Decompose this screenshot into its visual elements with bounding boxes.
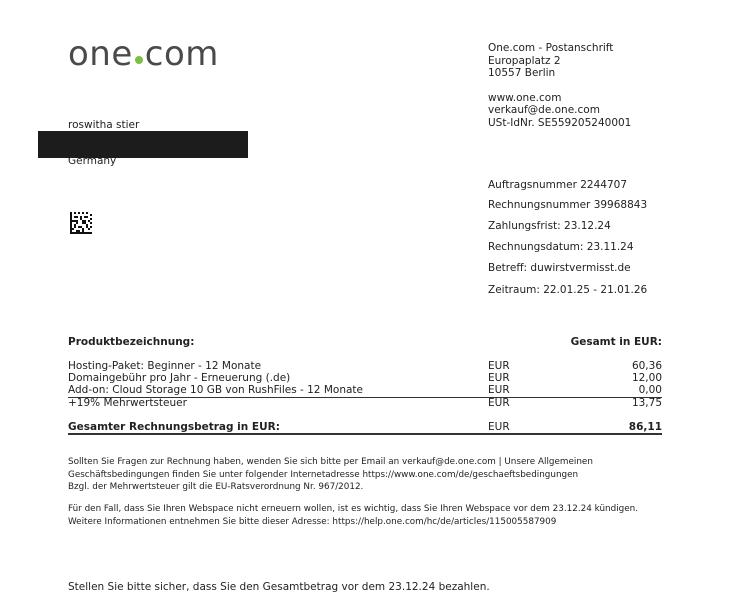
item-currency: EUR [488, 372, 510, 384]
item-currency: EUR [488, 384, 510, 396]
redacted-address [38, 131, 248, 158]
order-number: Auftragsnummer 2244707 [488, 179, 627, 191]
recipient-country: Germany [68, 155, 117, 167]
company-website: www.one.com [488, 91, 562, 104]
logo-text-com: com [144, 34, 219, 74]
item-description: Add-on: Cloud Storage 10 GB von RushFiles - 12 Monate [68, 384, 363, 396]
grand-total-currency: EUR [488, 421, 510, 433]
payment-reminder: Stellen Sie bitte sicher, dass Sie den Gesamtbetrag vor dem 23.12.24 bezahlen. [68, 581, 490, 593]
company-line: One.com - Postanschrift [488, 42, 614, 54]
company-vat-id: USt-IdNr. SE559205240001 [488, 116, 632, 129]
invoice-date: Rechnungsdatum: 23.11.24 [488, 241, 634, 253]
footer-paragraph-questions [68, 456, 593, 494]
one-com-logo [68, 34, 219, 74]
total-underline [68, 433, 662, 435]
company-line: Europaplatz 2 [488, 54, 561, 67]
period: Zeitraum: 22.01.25 - 21.01.26 [488, 284, 648, 296]
invoice-number: Rechnungsnummer 39968843 [488, 199, 648, 211]
footer-line: Für den Fall, dass Sie Ihren Webspace nicht erneuern wollen, ist es wichtig, dass Sie Ihren Webspace vor dem 23.12.24 kündigen. [68, 504, 639, 514]
footer-line: Weitere Informationen entnehmen Sie bitte dieser Adresse: https://help.one.com/hc/de/articles/115005587909 [68, 516, 557, 527]
footer-line: Geschäftsbedingungen finden Sie unter folgender Internetadresse https://www.one.com/de/geschaeftsbedingungen [68, 469, 579, 480]
item-description: Hosting-Paket: Beginner - 12 Monate [68, 360, 262, 372]
item-description: Domaingebühr pro Jahr - Erneuerung (.de) [68, 372, 291, 384]
grand-total-label: Gesamter Rechnungsbetrag in EUR: [68, 421, 280, 433]
logo-text-one: one [68, 34, 133, 74]
footer-line: Sollten Sie Fragen zur Rechnung haben, wenden Sie sich bitte per Email an verkauf@de.one.com | Unsere Allgemeinen [68, 457, 593, 467]
datamatrix-code [70, 212, 92, 234]
vat-amount: 13,75 [631, 397, 662, 409]
vat-description: +19% Mehrwertsteuer [68, 397, 187, 409]
subject: Betreff: duwirstvermisst.de [488, 262, 631, 274]
recipient-name: roswitha stier [68, 119, 140, 131]
total-header: Gesamt in EUR: [570, 336, 662, 348]
company-address [488, 42, 631, 129]
product-header: Produktbezeichnung: [68, 336, 195, 348]
item-amount: 0,00 [638, 384, 662, 396]
company-line: 10557 Berlin [488, 67, 556, 79]
footer-paragraph-renewal [68, 503, 638, 528]
vat-currency: EUR [488, 397, 510, 409]
payment-deadline: Zahlungsfrist: 23.12.24 [488, 220, 611, 232]
item-currency: EUR [488, 360, 510, 372]
footer-line: Bzgl. der Mehrwertsteuer gilt die EU-Ratsverordnung Nr. 967/2012. [68, 482, 364, 492]
logo-green-dot [135, 56, 143, 64]
item-amount: 12,00 [631, 372, 662, 384]
company-email: verkauf@de.one.com [488, 104, 600, 116]
item-amount: 60,36 [631, 360, 662, 372]
grand-total-amount: 86,11 [628, 421, 662, 433]
